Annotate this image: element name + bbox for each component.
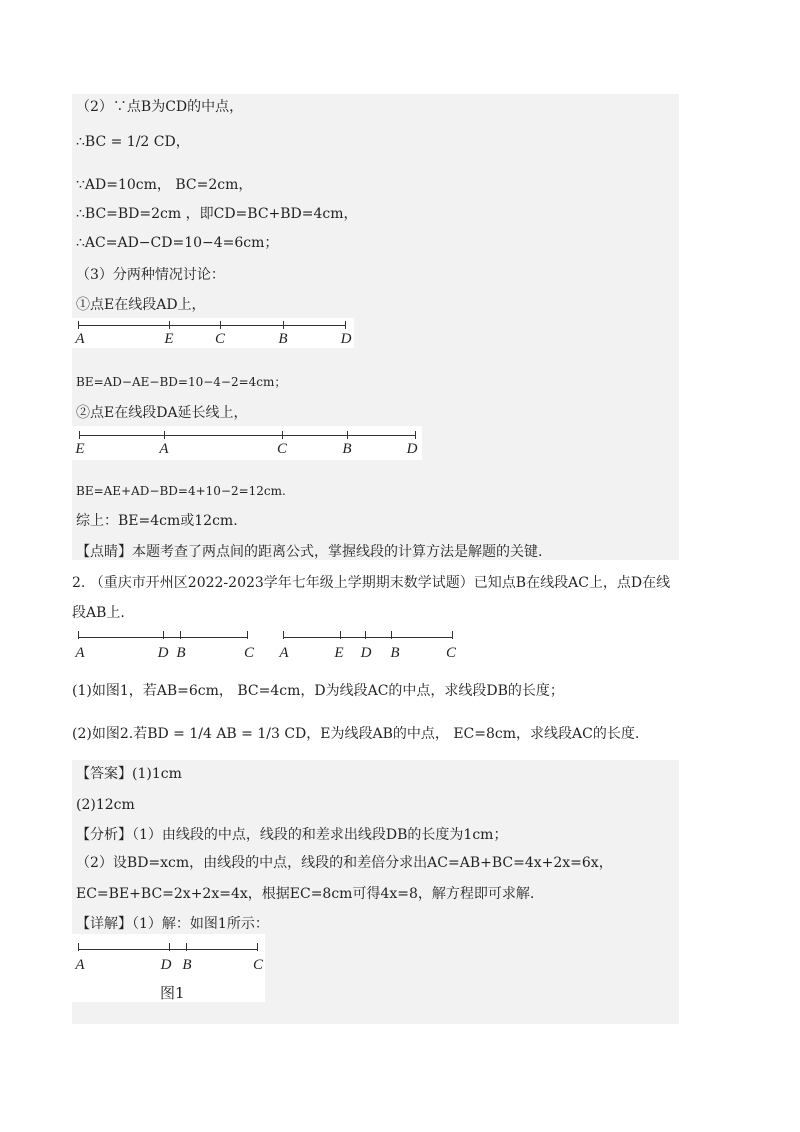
point-label: C: [243, 645, 255, 661]
question-line: 段AB上.: [72, 605, 125, 621]
point-label: A: [279, 645, 289, 661]
point-label: A: [75, 331, 85, 347]
point-label: B: [390, 645, 400, 661]
point-label: E: [334, 645, 344, 661]
point-label: D: [406, 441, 418, 457]
answer-line: （2）设BD=xcm，由线段的中点，线段的和差倍分求出AC=AB+BC=4x+2x=6x，: [76, 855, 613, 871]
point-label: E: [164, 331, 174, 347]
point-label: C: [214, 331, 226, 347]
text-line: BE=AE+AD−BD=4+10−2=12cm.: [76, 484, 286, 498]
text-line: （2）∵点B为CD的中点，: [76, 99, 244, 115]
point-label: A: [75, 645, 85, 661]
answer-line: 【答案】(1)1cm: [76, 766, 182, 782]
figure-bg: [72, 426, 422, 460]
answer-line: 【详解】（1）解：如图1所示：: [76, 916, 269, 932]
point-label: D: [160, 957, 172, 973]
text-line: ∵AD=10cm， BC=2cm，: [76, 177, 253, 193]
point-label: C: [252, 957, 264, 973]
point-label: B: [176, 645, 186, 661]
point-label: B: [278, 331, 288, 347]
point-label: D: [360, 645, 372, 661]
text-line: 综上：BE=4cm或12cm.: [76, 513, 238, 529]
point-label: C: [445, 645, 457, 661]
question-line: (1)如图1，若AB=6cm， BC=4cm，D为线段AC的中点，求线段DB的长度；: [72, 683, 564, 699]
point-label: D: [340, 331, 352, 347]
text-line: （3）分两种情况讨论：: [76, 267, 225, 283]
point-label: B: [342, 441, 352, 457]
answer-line: 【分析】（1）由线段的中点，线段的和差求出线段DB的长度为1cm；: [76, 827, 508, 843]
text-line: ①点E在线段AD上，: [76, 297, 206, 313]
figure-bg: [72, 318, 354, 348]
text-line: BE=AD−AE−BD=10−4−2=4cm；: [76, 375, 287, 389]
question-line: 2. （重庆市开州区2022-2023学年七年级上学期期末数学试题）已知点B在线段AC上，点D在线: [72, 575, 671, 591]
point-label: A: [159, 441, 169, 457]
answer-line: (2)12cm: [76, 797, 135, 813]
text-line: ∴BC = 1/2 CD，: [76, 134, 190, 150]
text-line: ∴BC=BD=2cm ，即CD=BC+BD=4cm，: [76, 206, 358, 222]
point-label: C: [276, 441, 288, 457]
figure-caption: 图1: [160, 984, 185, 1002]
point-label: A: [75, 957, 85, 973]
question-line: (2)如图2.若BD = 1/4 AB = 1/3 CD，E为线段AB的中点， EC=8cm，求线段AC的长度.: [72, 726, 640, 742]
text-line: 【点睛】本题考查了两点间的距离公式，掌握线段的计算方法是解题的关键.: [76, 544, 543, 560]
point-label: D: [157, 645, 169, 661]
text-line: ②点E在线段DA延长线上，: [76, 405, 248, 421]
answer-line: EC=BE+BC=2x+2x=4x，根据EC=8cm可得4x=8，解方程即可求解.: [76, 886, 535, 902]
point-label: E: [75, 441, 85, 457]
point-label: B: [182, 957, 192, 973]
text-line: ∴AC=AD−CD=10−4=6cm；: [76, 235, 279, 251]
